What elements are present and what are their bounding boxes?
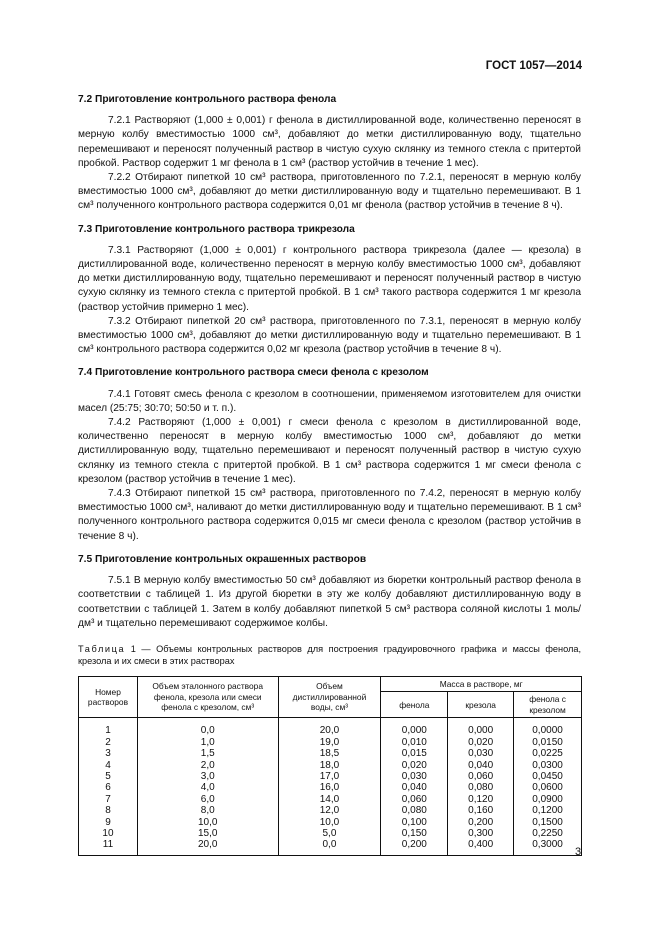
- table-cell: 0,100: [381, 817, 448, 828]
- section-heading: 7.3 Приготовление контрольного раствора трикрезола: [78, 223, 355, 235]
- table-cell: 12,0: [278, 805, 381, 816]
- table-cell: 1: [79, 718, 138, 737]
- table-row: [79, 771, 582, 782]
- document-id: ГОСТ 1057—2014: [485, 60, 582, 72]
- table-row: [79, 760, 582, 771]
- table-cell: 0,1200: [514, 805, 582, 816]
- paragraph: 7.5.1 В мерную колбу вместимостью 50 см³ добавляют из бюретки контрольный раствор фенола в соответствии с таблицей 1. Из другой бюретки в эту же колбу добавляют дистиллированную воду в соответствии с таблицей 1. Затем в колбу добавляют пипеткой 5 см³ раствора соляной кислоты 1 моль/дм³ и тщательно перемешивают содержимое колбы.: [78, 575, 581, 629]
- calibration-table: [78, 676, 582, 856]
- table-row: [79, 817, 582, 828]
- table-row: [79, 794, 582, 805]
- table-cell: 1,0: [137, 737, 278, 748]
- table-cell: 6: [79, 782, 138, 793]
- table-cell: 18,0: [278, 760, 381, 771]
- header-water-volume: Объем дистиллированной воды, см³: [278, 676, 381, 718]
- table-cell: 0,060: [448, 771, 514, 782]
- table-cell: 18,5: [278, 748, 381, 759]
- table-cell: 0,0600: [514, 782, 582, 793]
- table-cell: 0,200: [448, 817, 514, 828]
- table-cell: 0,3000: [514, 839, 582, 855]
- section-heading: 7.4 Приготовление контрольного раствора смеси фенола с крезолом: [78, 367, 429, 379]
- table-cell: 5: [79, 771, 138, 782]
- header-reference-volume: Объем эталонного раствора фенола, крезола или смеси фенола с крезолом, см³: [137, 676, 278, 718]
- table-cell: 5,0: [278, 828, 381, 839]
- table-row: [79, 805, 582, 816]
- paragraph: 7.4.3 Отбирают пипеткой 15 см³ раствора, приготовленного по 7.4.2, переносят в мерную колбу вместимостью 1000 см³, наливают до метки дистиллированную воду и тщательно перемешивают. В 1 см³ полученного контрольного раствора содержится 0,015 мг смеси фенола с крезолом (раствор устойчив в течение 8 ч).: [78, 488, 581, 542]
- table-cell: 8,0: [137, 805, 278, 816]
- table-cell: 0,060: [381, 794, 448, 805]
- table-cell: 4: [79, 760, 138, 771]
- table-row: [79, 718, 582, 737]
- table-cell: 0,020: [381, 760, 448, 771]
- table-cell: 0,015: [381, 748, 448, 759]
- table-cell: 0,0150: [514, 737, 582, 748]
- table-row: [79, 748, 582, 759]
- table-caption-text: 1 — Объемы контрольных растворов для построения градуировочного графика и массы фенола, крезола и их смеси в этих растворах: [78, 643, 581, 667]
- paragraph: 7.3.2 Отбирают пипеткой 20 см³ раствора, приготовленного по 7.3.1, переносят в мерную колбу вместимостью 1000 см³, добавляют до метки дистиллированную воду и тщательно перемешивают. В 1 см³ контрольного раствора содержится 0,02 мг крезола (раствор устойчив в течение 8 ч).: [78, 315, 581, 356]
- table-cell: 2,0: [137, 760, 278, 771]
- header-solution-number: Номер растворов: [79, 676, 138, 718]
- table-cell: 0,000: [448, 718, 514, 737]
- table-cell: 11: [79, 839, 138, 855]
- table-cell: 0,300: [448, 828, 514, 839]
- paragraph: 7.4.2 Растворяют (1,000 ± 0,001) г смеси фенола с крезолом в дистиллированной воде, количественно переносят в мерную колбу вместимостью 1000 см³, добавляют до метки дистиллированную воду, тщательно перемешивают и переносят полученный раствор в чистую сухую склянку из темного стекла с притертой пробкой. В 1 см³ раствора содержится 1 мг смеси фенола с крезолом (раствор устойчив в течение 1 мес).: [78, 417, 581, 485]
- table-cell: 10,0: [137, 817, 278, 828]
- table-cell: 6,0: [137, 794, 278, 805]
- table-cell: 9: [79, 817, 138, 828]
- header-phenol: фенола: [381, 692, 448, 718]
- table-cell: 0,030: [448, 748, 514, 759]
- header-mass-group: Масса в растворе, мг: [381, 676, 582, 692]
- table-cell: 7: [79, 794, 138, 805]
- paragraph: 7.2.1 Растворяют (1,000 ± 0,001) г фенола в дистиллированной воде, количественно переносят в мерную колбу вместимостью 1000 см³, добавляют до метки дистиллированную воду, тщательно перемешивают и переносят полученный раствор в чистую сухую склянку из темного стекла с притертой пробкой. Раствор содержит 1 мг фенола в 1 см³ (раствор устойчив в течение 1 мес).: [78, 115, 581, 169]
- table-cell: 0,020: [448, 737, 514, 748]
- page-content: [78, 93, 581, 856]
- table-cell: 14,0: [278, 794, 381, 805]
- table-cell: 0,1500: [514, 817, 582, 828]
- page-number: 3: [575, 846, 582, 858]
- table-cell: 0,0: [278, 839, 381, 855]
- section-7-2: [78, 93, 581, 214]
- table-row: [79, 782, 582, 793]
- table-cell: 4,0: [137, 782, 278, 793]
- table-cell: 3: [79, 748, 138, 759]
- table-cell: 15,0: [137, 828, 278, 839]
- table-cell: 20,0: [278, 718, 381, 737]
- table-cell: 16,0: [278, 782, 381, 793]
- header-phenol-cresol: фенола с крезолом: [514, 692, 582, 718]
- table-cell: 0,150: [381, 828, 448, 839]
- section-7-3: [78, 223, 581, 358]
- paragraph: 7.3.1 Растворяют (1,000 ± 0,001) г контрольного раствора трикрезола (далее — крезола) в дистиллированной воде, количественно переносят в мерную колбу вместимостью 1000 см³, добавляют до метки дистиллированную воду, тщательно перемешивают и переносят полученный раствор в чистую сухую склянку из темного стекла с притертой пробкой. В 1 см³ такого раствора содержится 1 мг крезола (раствор устойчив примерно 1 мес).: [78, 244, 581, 313]
- table-cell: 0,160: [448, 805, 514, 816]
- table-cell: 10,0: [278, 817, 381, 828]
- table-cell: 0,080: [448, 782, 514, 793]
- header-cresol: крезола: [448, 692, 514, 718]
- table-cell: 2: [79, 737, 138, 748]
- section-7-4: [78, 366, 581, 543]
- table-cell: 0,010: [381, 737, 448, 748]
- table-cell: 3,0: [137, 771, 278, 782]
- table-cell: 0,400: [448, 839, 514, 855]
- table-cell: 0,030: [381, 771, 448, 782]
- table-row: [79, 839, 582, 855]
- table-cell: 0,2250: [514, 828, 582, 839]
- table-body: [79, 718, 582, 855]
- table-cell: 0,080: [381, 805, 448, 816]
- table-cell: 0,0900: [514, 794, 582, 805]
- table-cell: 0,0225: [514, 748, 582, 759]
- table-cell: 10: [79, 828, 138, 839]
- section-heading: 7.5 Приготовление контрольных окрашенных растворов: [78, 553, 367, 565]
- table-cell: 0,120: [448, 794, 514, 805]
- table-cell: 19,0: [278, 737, 381, 748]
- table-cell: 20,0: [137, 839, 278, 855]
- table-caption: [78, 643, 581, 668]
- table-cell: 0,000: [381, 718, 448, 737]
- table-caption-label: Таблица: [78, 643, 126, 654]
- table-cell: 0,0300: [514, 760, 582, 771]
- table-row: [79, 737, 582, 748]
- table-cell: 0,0450: [514, 771, 582, 782]
- paragraph: 7.4.1 Готовят смесь фенола с крезолом в соотношении, применяемом изготовителем для очистки масел (25:75; 30:70; 50:50 и т. п.).: [78, 388, 581, 414]
- table-cell: 0,200: [381, 839, 448, 855]
- table-cell: 1,5: [137, 748, 278, 759]
- paragraph: 7.2.2 Отбирают пипеткой 10 см³ раствора, приготовленного по 7.2.1, переносят в мерную колбу вместимостью 1000 см³, добавляют до метки дистиллированную воду и тщательно перемешивают. В 1 см³ полученного контрольного раствора содержится 0,01 мг фенола (раствор устойчив в течение 8 ч).: [78, 172, 581, 212]
- table-cell: 8: [79, 805, 138, 816]
- section-heading: 7.2 Приготовление контрольного раствора фенола: [78, 94, 337, 105]
- table-cell: 0,0: [137, 718, 278, 737]
- table-row: [79, 828, 582, 839]
- table-cell: 0,0000: [514, 718, 582, 737]
- section-7-5: [78, 553, 581, 631]
- table-cell: 17,0: [278, 771, 381, 782]
- table-cell: 0,040: [381, 782, 448, 793]
- table-cell: 0,040: [448, 760, 514, 771]
